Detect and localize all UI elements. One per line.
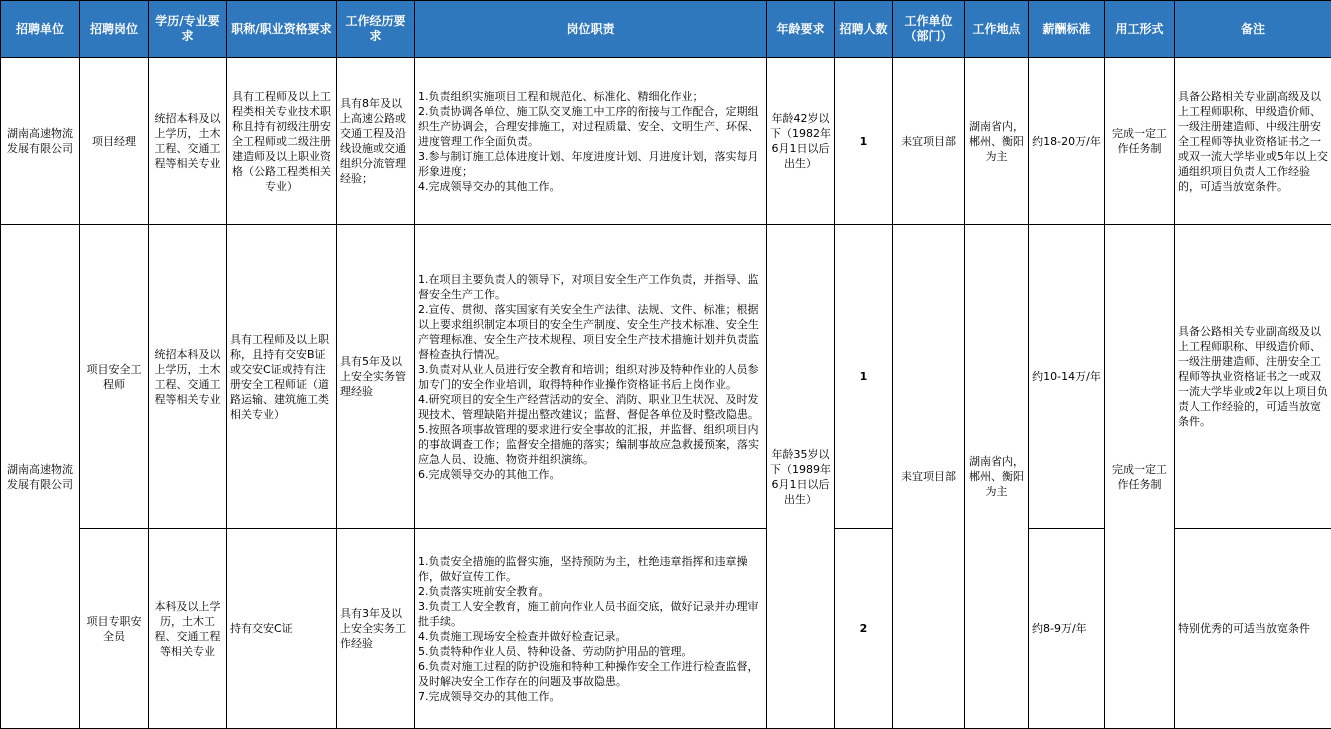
cell-count: 1	[835, 58, 893, 225]
duty-item: 3.负责工人安全教育，施工前向作业人员书面交底，做好记录并办理审批手续。	[418, 599, 759, 628]
duty-item: 4.负责施工现场安全检查并做好检查记录。	[418, 629, 627, 643]
header-qualification: 职称/职业资格要求	[227, 1, 337, 58]
cell-count: 2	[835, 529, 893, 729]
cell-qualification: 持有交安C证	[227, 529, 337, 729]
duty-item: 4.完成领导交办的其他工作。	[418, 179, 561, 193]
duty-item: 7.完成领导交办的其他工作。	[418, 689, 561, 703]
header-remark: 备注	[1175, 1, 1331, 58]
cell-employment: 完成一定工作任务制	[1105, 225, 1175, 729]
header-salary: 薪酬标准	[1029, 1, 1105, 58]
header-duties: 岗位职责	[415, 1, 767, 58]
duty-item: 5.负责特种作业人员、特种设备、劳动防护用品的管理。	[418, 644, 693, 658]
header-age: 年龄要求	[767, 1, 835, 58]
duty-item: 3.负责对从业人员进行安全教育和培训；组织对涉及特种作业的人员参加专门的安全作业培训，取得特种作业操作资格证书后上岗作业。	[418, 362, 759, 391]
cell-duties	[415, 225, 767, 529]
duty-item: 1.在项目主要负责人的领导下，对项目安全生产工作负责，并指导、监督安全生产工作。	[418, 272, 759, 301]
header-position: 招聘岗位	[80, 1, 149, 58]
cell-salary: 约8-9万/年	[1029, 529, 1105, 729]
cell-duties	[415, 529, 767, 729]
table-row	[1, 225, 1331, 529]
cell-age: 年龄35岁以下（1989年6月1日以后出生）	[767, 225, 835, 729]
cell-qualification: 具有工程师及以上工程类相关专业技术职称且持有初级注册安全工程师或二级注册建造师及以上职业资格（公路工程类相关专业）	[227, 58, 337, 225]
header-row	[1, 1, 1331, 58]
cell-education: 统招本科及以上学历，土木工程、交通工程等相关专业	[149, 225, 227, 529]
duty-item: 2.负责落实班前安全教育。	[418, 584, 550, 598]
cell-age: 年龄42岁以下（1982年6月1日以后出生）	[767, 58, 835, 225]
duty-item: 6.负责对施工过程的防护设施和特种工种操作安全工作进行检查监督，及时解决安全工作存在的问题及事故隐患。	[418, 659, 759, 688]
header-dept: 工作单位（部门）	[893, 1, 965, 58]
cell-remark: 具备公路相关专业副高级及以上工程师职称、甲级造价师、一级注册建造师、中级注册安全工程师等执业资格证书之一或双一流大学毕业或5年以上交通组织项目负责人工作经验的，可适当放宽条件。	[1175, 58, 1331, 225]
duty-item: 3.参与制订施工总体进度计划、年度进度计划、月进度计划，落实每月形象进度；	[418, 149, 759, 178]
header-experience: 工作经历要求	[337, 1, 415, 58]
cell-remark: 特别优秀的可适当放宽条件	[1175, 529, 1331, 729]
cell-unit: 湖南高速物流发展有限公司	[1, 225, 80, 729]
duty-list	[418, 89, 763, 194]
header-location: 工作地点	[965, 1, 1029, 58]
duty-list	[418, 554, 763, 704]
cell-education: 统招本科及以上学历，土木工程、交通工程等相关专业	[149, 58, 227, 225]
cell-qualification: 具有工程师及以上职称，且持有交安B证或交安C证或持有注册安全工程师证（道路运输、建筑施工类相关专业）	[227, 225, 337, 529]
header-count: 招聘人数	[835, 1, 893, 58]
cell-salary: 约10-14万/年	[1029, 225, 1105, 529]
cell-position: 项目安全工程师	[80, 225, 149, 529]
cell-count: 1	[835, 225, 893, 529]
duty-item: 5.按照各项事故管理的要求进行安全事故的汇报，并监督、组织项目内的事故调查工作；监督安全措施的落实；编制事故应急救援预案，落实应急人员、设施、物资并组织演练。	[418, 422, 759, 466]
cell-employment: 完成一定工作任务制	[1105, 58, 1175, 225]
cell-experience: 具有3年及以上安全实务工作经验	[337, 529, 415, 729]
cell-remark: 具备公路相关专业副高级及以上工程师职称、甲级造价师、一级注册建造师、注册安全工程师等执业资格证书之一或双一流大学毕业或2年以上项目负责人工作经验的，可适当放宽条件。	[1175, 225, 1331, 529]
cell-duties	[415, 58, 767, 225]
cell-dept: 耒宜项目部	[893, 225, 965, 729]
duty-item: 1.负责安全措施的监督实施，坚持预防为主，杜绝违章指挥和违章操作，做好宣传工作。	[418, 554, 748, 583]
cell-education: 本科及以上学历，土木工程、交通工程等相关专业	[149, 529, 227, 729]
cell-position: 项目经理	[80, 58, 149, 225]
cell-location: 湖南省内，郴州、衡阳为主	[965, 58, 1029, 225]
cell-experience: 具有5年及以上安全实务管理经验	[337, 225, 415, 529]
header-education: 学历/专业要求	[149, 1, 227, 58]
duty-item: 2.宣传、贯彻、落实国家有关安全生产法律、法规、文件、标准；根据以上要求组织制定本项目的安全生产制度、安全生产技术标准、安全生产管理标准、安全生产技术规程、项目安全生产技术措施计划并负责监督检查执行情况。	[418, 302, 759, 361]
duty-list	[418, 272, 763, 482]
duty-item: 4.研究项目的安全生产经营活动的安全、消防、职业卫生状况、及时发现技术、管理缺陷并提出整改建议；监督、督促各单位及时整改隐患。	[418, 392, 759, 421]
duty-item: 1.负责组织实施项目工程和规范化、标准化、精细化作业；	[418, 89, 704, 103]
duty-item: 6.完成领导交办的其他工作。	[418, 467, 561, 481]
cell-unit: 湖南高速物流发展有限公司	[1, 58, 80, 225]
cell-salary: 约18-20万/年	[1029, 58, 1105, 225]
cell-dept: 耒宜项目部	[893, 58, 965, 225]
table-row	[1, 58, 1331, 225]
header-employment: 用工形式	[1105, 1, 1175, 58]
header-unit: 招聘单位	[1, 1, 80, 58]
cell-experience: 具有8年及以上高速公路或交通工程及沿线设施或交通组织分流管理经验；	[337, 58, 415, 225]
duty-item: 2.负责协调各单位、施工队交叉施工中工序的衔接与工作配合，定期组织生产协调会，合理安排施工，对过程质量、安全、文明生产、环保、进度管理工作全面负责。	[418, 104, 759, 148]
cell-location: 湖南省内，郴州、衡阳为主	[965, 225, 1029, 729]
cell-position: 项目专职安全员	[80, 529, 149, 729]
